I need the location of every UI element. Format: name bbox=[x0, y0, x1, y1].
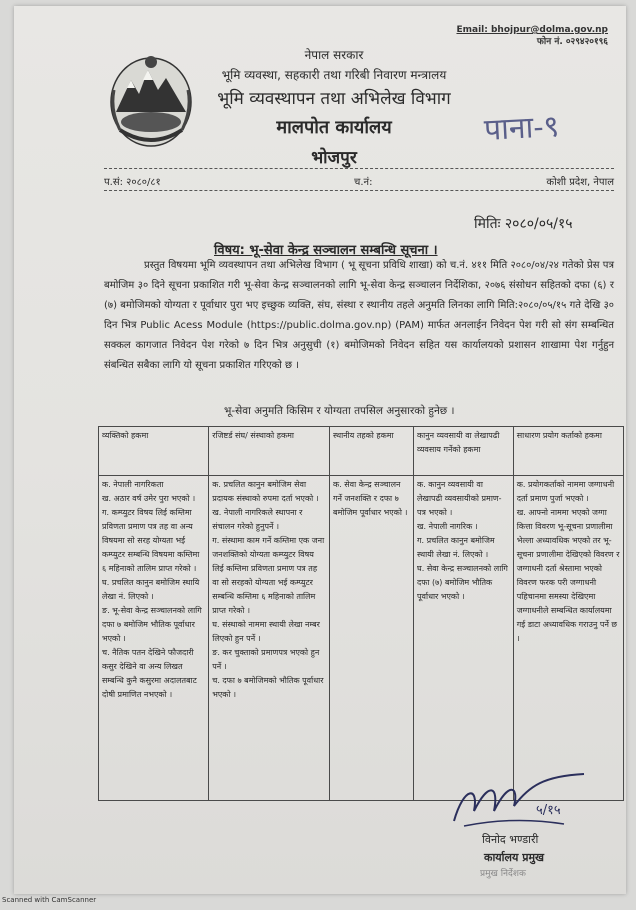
eligibility-table bbox=[98, 426, 624, 801]
list-item: च. दफा ७ बमोजिमको भौतिक पूर्वाधार भएको । bbox=[212, 676, 324, 699]
table-intro: भू-सेवा अनुमति किसिम र योग्यता तपसिल अनुसारको हुनेछ । bbox=[224, 405, 455, 417]
list-item: ग. कम्प्युटर विषय लिई कम्तिमा प्रविणता प्रमाण पत्र तह वा अन्य विषयमा सो सरह योग्यता भई कम्प्युटर सम्बन्धि विषयमा कम्तिमा ६ महिनाको तालिम प्राप्त गरेको । bbox=[102, 508, 200, 573]
list-item: ख. आफ्नो नाममा भएको जग्गा कित्ता विवरण भू-सूचना प्रणालीमा भेल्ला अध्यावधिक भएको तर भू-सूचना प्रणालीमा देखिएको विवरण र जग्गाधनी दर्ता श्रेस्तामा भएको विवरण फरक परी जग्गाधनी पहिचानमा समस्या देखिएमा जग्गाधनीले सम्बन्धित कार्यालयमा गई डाटा अध्यावधिक गराउनु पर्ने छ । bbox=[516, 508, 620, 643]
list-item: ङ. भू-सेवा केन्द्र सञ्चालनको लागि दफा ७ बमोजिम भौतिक पूर्वाधार भएको । bbox=[102, 606, 202, 643]
office-location: भोजपुर bbox=[311, 148, 357, 168]
list-item: क. प्रयोगकर्ताको नाममा जग्गाधनी दर्ता प्रमाण पुर्जा भएको । bbox=[516, 480, 615, 503]
list-item: क. नेपाली नागरिकता bbox=[102, 480, 164, 489]
handwritten-page-note: पाना-९ bbox=[483, 109, 560, 148]
list-item: क. प्रचलित कानुन बमोजिम सेवा प्रदायक संस्थाको रुपमा दर्ता भएको । bbox=[212, 480, 319, 503]
list-item: ग. प्रचलित कानुन बमोजिम स्थायी लेखा नं. लिएको । bbox=[417, 536, 495, 559]
notice-body: प्रस्तुत विषयमा भूमि व्यवस्थापन तथा अभिलेख विभाग ( भू सूचना प्रविधि शाखा) को च.नं. ४११ मिति २०८०/०४/२४ गतेको प्रेस पत्र बमोजिम ३० दिने सूचना प्रकाशित गरी भू-सेवा केन्द्र सञ्चालनको लागि भू-सेवा केन्द्र सञ्चालन निर्देशिका, २०७६ संसोधन सहितको दफा (६) र (७) बमोजिमको योग्यता र पूर्वाधार पुरा भए इच्छुक व्यक्ति, संघ, संस्था र स्थानीय तहले अनुमति लिनका लागि मिति:२०८०/०५/१५ गते देखि ३० दिन भित्र Public Acess Module (https://public.dolma.gov.np) (PAM) मार्फत अनलाईन निवेदन पेश गरी सो संग सम्बन्धित सक्कल कागजात निवेदन पेश गरेको ७ दिन भित्र अनुसुची (१) बमोजिमको निवेदन सहित यस कार्यालयको प्रशासन शाखामा पेश गर्नुहुन संबन्धित सबैका लागि यो सूचना प्रकाशित गरिएको छ । bbox=[104, 260, 614, 371]
signature-mark bbox=[444, 766, 594, 836]
document-page bbox=[14, 6, 626, 894]
signatory-post: कार्यालय प्रमुख bbox=[484, 851, 545, 864]
office-name: मालपोत कार्यालय bbox=[276, 117, 392, 138]
government-name: नेपाल सरकार bbox=[304, 48, 364, 62]
list-item: क. सेवा केन्द्र सञ्चालन गर्ने जनशक्ति र दफा ७ बमोजिम पूर्वाधार भएको । bbox=[333, 480, 408, 517]
cell-local-level bbox=[330, 476, 414, 801]
header-individual: व्यक्तिको हकमा bbox=[99, 427, 209, 476]
province-name: कोशी प्रदेश, नेपाल bbox=[546, 177, 614, 188]
table-row bbox=[99, 476, 624, 801]
header-divider-top bbox=[104, 168, 614, 169]
signatory-name: विनोद भण्डारी bbox=[482, 833, 539, 846]
header-divider-bottom bbox=[104, 190, 614, 191]
scanner-watermark: Scanned with CamScanner bbox=[2, 896, 97, 904]
department-name: भूमि व्यवस्थापन तथा अभिलेख विभाग bbox=[217, 89, 451, 109]
ministry-name: भूमि व्यवस्था, सहकारी तथा गरिबी निवारण मन्त्रालय bbox=[221, 68, 447, 82]
list-item: घ. प्रचलित कानुन बमोजिम स्थायि लेखा नं. लिएको । bbox=[102, 578, 200, 601]
cell-general-user bbox=[513, 476, 623, 801]
contact-block bbox=[456, 24, 608, 48]
list-item: घ. संस्थाको नाममा स्थायी लेखा नम्बर लिएको हुन पर्ने । bbox=[212, 620, 320, 643]
list-item: क. कानुन व्यवसायी वा लेखापढी व्यवसायीको प्रमाण-पत्र भएको । bbox=[417, 480, 502, 517]
cell-legal-practitioner bbox=[414, 476, 514, 801]
header-local-level: स्थानीय तहको हकमा bbox=[330, 427, 414, 476]
list-item: ख. नेपाली नागरिकले स्थापना र संचालन गरेको हुनुपर्ने । bbox=[212, 508, 303, 531]
notice-subject: विषय: भू-सेवा केन्द्र सञ्चालन सम्बन्धि सूचना । bbox=[214, 243, 438, 258]
list-item: च. नैतिक पतन देखिने फौजदारी कसुर देखिने वा अन्य लिखत सम्बन्धि कुनै कसुरमा अदालतबाट दोषी प्रमाणित नभएको । bbox=[102, 648, 197, 699]
list-item: ग. संस्थामा काम गर्ने कम्तिमा एक जना जनशक्तिको योग्यता कम्प्युटर विषय लिई कम्तिमा प्रविणता प्रमाण पत्र तह वा सो सरहको योग्यता भई कम्प्युटर सम्बन्धि कम्तिमा ६ महिनाको तालिम प्राप्त गरेको । bbox=[212, 536, 325, 615]
phone-text: फोन नं. ०२९४२०१९६ bbox=[536, 37, 608, 47]
chalani-number: च.नं: bbox=[354, 177, 373, 188]
cell-individual bbox=[99, 476, 209, 801]
list-item: ख. अठार वर्ष उमेर पुरा भएको । bbox=[102, 494, 196, 503]
letterhead bbox=[214, 46, 454, 168]
cell-organization bbox=[209, 476, 330, 801]
header-general-user: साधारण प्रयोग कर्ताको हकमा bbox=[513, 427, 623, 476]
header-legal-practitioner: कानुन व्यवसायी वा लेखापढी व्यवसाय गर्नेको हकमा bbox=[414, 427, 514, 476]
signature-date: ५/१५ bbox=[536, 803, 561, 818]
list-item: ख. नेपाली नागरिक । bbox=[417, 522, 478, 531]
header-organization: रजिष्टर्ड संघ/ संस्थाको हकमा bbox=[209, 427, 330, 476]
list-item: घ. सेवा केन्द्र सञ्चालनको लागि दफा (७) बमोजिम भौतिक पूर्वाधार भएको । bbox=[417, 564, 508, 601]
stamp-text: प्रमुख निर्देशक bbox=[480, 869, 526, 879]
email-text: Email: bhojpur@dolma.gov.np bbox=[456, 25, 608, 35]
patra-sankhya: प.सं: २०८०/८१ bbox=[104, 177, 161, 188]
nepal-emblem-icon bbox=[106, 50, 196, 150]
notice-date: मितिः २०८०/०५/१५ bbox=[474, 216, 573, 232]
table-header-row bbox=[99, 427, 624, 476]
list-item: ङ. कर चुक्ताको प्रमाणपत्र भएको हुन पर्ने । bbox=[212, 648, 320, 671]
